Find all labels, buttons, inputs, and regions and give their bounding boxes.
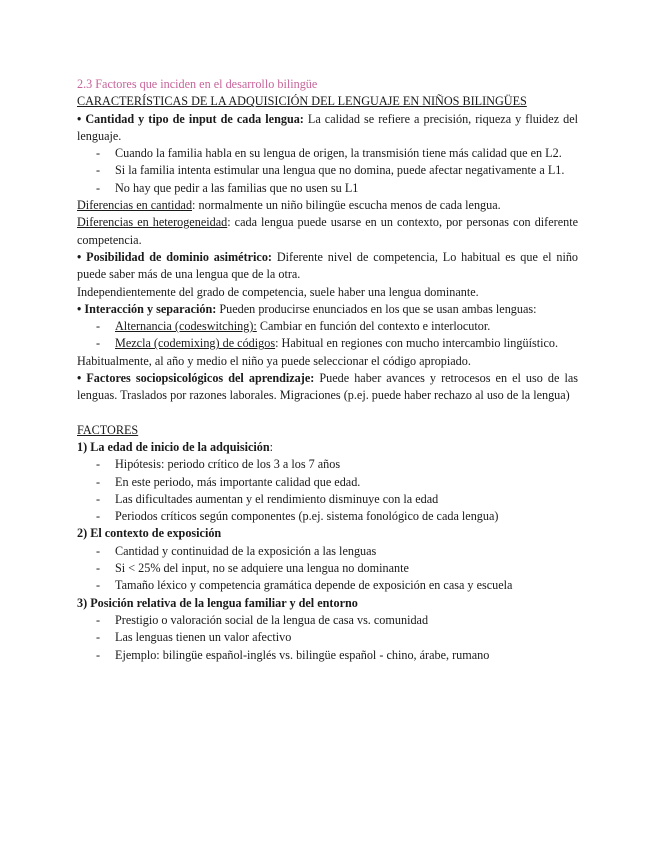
bullet: • — [77, 301, 82, 316]
dominio-paragraph: • Posibilidad de dominio asimétrico: Diferente nivel de competencia, Lo habitual es que el niño puede saber más de una lengua que de la otra. — [77, 249, 579, 282]
factor2-list — [77, 543, 578, 595]
list-item: - Prestigio o valoración social de la lengua de casa vs. comunidad — [77, 612, 578, 629]
dash-marker: - — [96, 146, 101, 161]
dash-marker: - — [96, 491, 101, 506]
input-list — [77, 145, 578, 197]
input-paragraph — [77, 111, 578, 146]
dash-marker: - — [96, 647, 101, 662]
bullet: • — [77, 249, 82, 264]
dash-marker: - — [96, 336, 101, 351]
list-item: - Alternancia (codeswitching): Cambiar en función del contexto e interlocutor. — [77, 318, 578, 335]
dash-marker: - — [96, 630, 101, 645]
diff-heterogeneidad-paragraph: Diferencias en heterogeneidad: cada lengua puede usarse en un contexto, por personas con diferente competencia. — [77, 215, 579, 247]
section-title: 2.3 Factores que inciden en el desarrollo bilingüe — [77, 77, 318, 91]
diff-cantidad-label: Diferencias en cantidad — [77, 198, 193, 213]
characteristics-heading: CARACTERÍSTICAS DE LA ADQUISICIÓN DEL LENGUAJE EN NIÑOS BILINGÜES — [77, 94, 527, 109]
dash-marker: - — [96, 474, 101, 489]
list-item: - No hay que pedir a las familias que no usen su L1 — [77, 180, 578, 197]
interaccion-label: Interacción y separación: — [84, 301, 217, 316]
independiente-paragraph: Independientemente del grado de competencia, suele haber una lengua dominante. — [77, 284, 479, 299]
list-item: - Las dificultades aumentan y el rendimiento disminuye con la edad — [77, 491, 578, 508]
list-item: - Si la familia intenta estimular una lengua que no domina, puede afectar negativamente a L1. — [77, 162, 578, 179]
habitualmente-paragraph: Habitualmente, al año y medio el niño ya puede seleccionar el código apropiado. — [77, 353, 471, 368]
diff-cantidad-paragraph: Diferencias en cantidad: normalmente un niño bilingüe escucha menos de cada lengua. — [77, 198, 501, 213]
factores-heading: FACTORES — [77, 422, 139, 437]
interaccion-list — [77, 318, 578, 353]
dash-marker: - — [96, 612, 101, 627]
factor2-heading: 2) El contexto de exposición — [77, 526, 222, 541]
list-item: - Cuando la familia habla en su lengua de origen, la transmisión tiene más calidad que en L2. — [77, 145, 578, 162]
list-item: - Mezcla (codemixing) de códigos: Habitual en regiones con mucho intercambio lingüístico. — [77, 335, 578, 352]
factor3-list — [77, 612, 578, 664]
dash-marker: - — [96, 319, 101, 334]
list-item: - Ejemplo: bilingüe español-inglés vs. bilingüe español - chino, árabe, rumano — [77, 647, 578, 664]
dash-marker: - — [96, 509, 101, 524]
interaccion-paragraph: • Interacción y separación: Pueden producirse enunciados en los que se usan ambas lenguas: — [77, 301, 537, 316]
factor3-heading: 3) Posición relativa de la lengua familiar y del entorno — [77, 595, 358, 610]
dash-marker: - — [96, 578, 101, 593]
list-item: - En este periodo, más importante calidad que edad. — [77, 474, 578, 491]
list-item: - Cantidad y continuidad de la exposición a las lenguas — [77, 543, 578, 560]
list-item: - Hipótesis: periodo crítico de los 3 a los 7 años — [77, 456, 578, 473]
socio-label: Factores sociopsicológicos del aprendizaje: — [86, 371, 315, 386]
list-item: - Si < 25% del input, no se adquiere una lengua no dominante — [77, 560, 578, 577]
factor1-heading: 1) La edad de inicio de la adquisición: — [77, 439, 274, 454]
dash-marker: - — [96, 180, 101, 195]
bullet: • — [77, 371, 82, 386]
dash-marker: - — [96, 561, 101, 576]
dash-marker: - — [96, 457, 101, 472]
socio-paragraph: • Factores sociopsicológicos del aprendizaje: Puede haber avances y retrocesos en el uso de las lenguas. Traslados por razones laborales. Migraciones (p.ej. puede haber rechazo al uso de la lengua) — [77, 371, 579, 403]
bullet: • — [77, 111, 82, 126]
dash-marker: - — [96, 163, 101, 178]
list-item: - Periodos críticos según componentes (p.ej. sistema fonológico de cada lengua) — [77, 508, 578, 525]
spacer — [77, 405, 578, 422]
list-item: - Tamaño léxico y competencia gramática depende de exposición en casa y escuela — [77, 577, 578, 594]
diff-heterogeneidad-label: Diferencias en heterogeneidad — [77, 215, 228, 230]
factor1-list — [77, 456, 578, 525]
document-page — [77, 76, 578, 664]
input-label: Cantidad y tipo de input de cada lengua: — [85, 111, 304, 126]
dominio-label: Posibilidad de dominio asimétrico: — [86, 249, 272, 264]
input-text: La calidad se refiere a precisión, riqueza y fluidez del lenguaje. — [77, 111, 579, 143]
dash-marker: - — [96, 543, 101, 558]
list-item: - Las lenguas tienen un valor afectivo — [77, 629, 578, 646]
